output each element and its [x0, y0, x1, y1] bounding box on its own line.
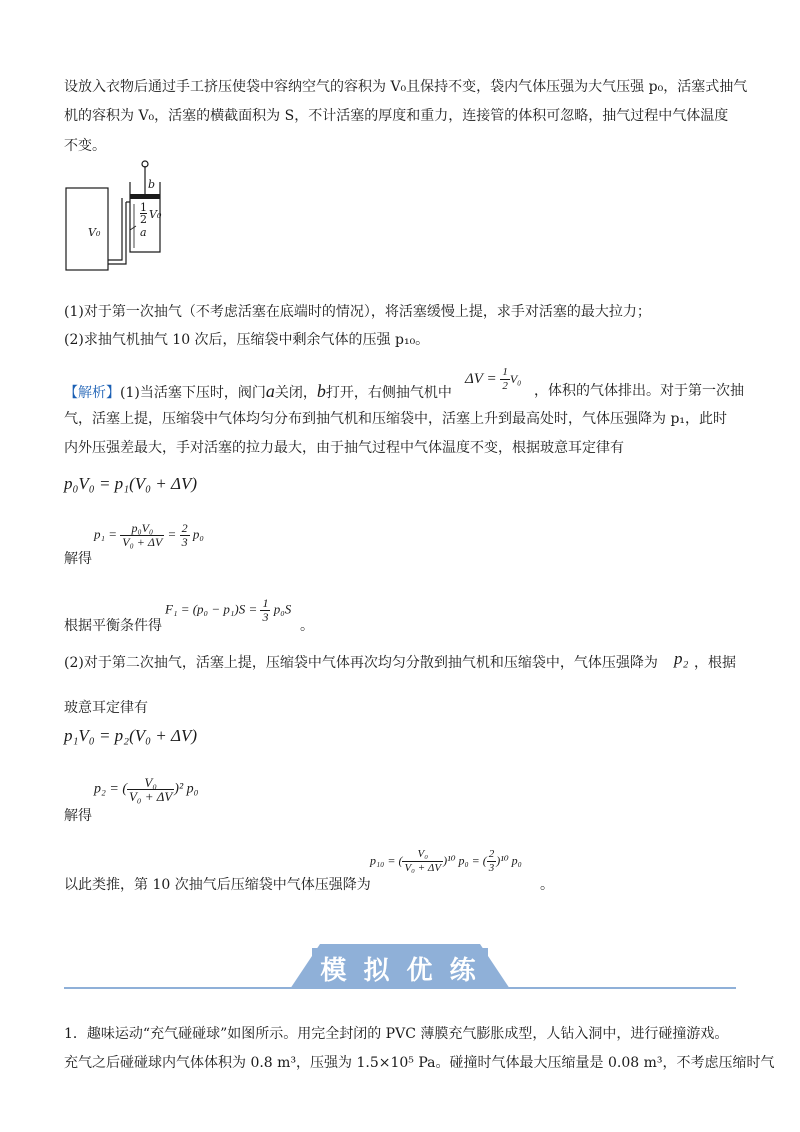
eq6-frac-num: 2 — [488, 848, 495, 860]
eq5-den: V₀ + ΔV — [128, 789, 173, 804]
delta-v-frac-den: 2 — [502, 380, 508, 392]
intro-line-3: 不变。 — [64, 138, 106, 154]
valve-a: a — [265, 381, 275, 401]
banner-title: 模 拟 优 练 — [320, 956, 480, 986]
eq2-mid: = — [167, 526, 177, 542]
question-2: (2)求抽气机抽气 10 次后，压缩袋中剩余气体的压强 p₁₀。 — [64, 332, 430, 348]
eq5-num: V₀ — [127, 776, 174, 790]
solution-line-1 — [64, 382, 452, 402]
solution-p1-end: ，体积的气体排出。对于第一次抽 — [534, 383, 744, 399]
solution-line-3: 内外压强差最大，手对活塞的拉力最大，由于抽气过程中气体温度不变，根据玻意耳定律有 — [64, 440, 624, 456]
equation-1: p₀V₀ = p₁(V₀ + ΔV) — [64, 474, 198, 493]
eq3-lhs: F₁ = (p₀ − p₁)S = — [165, 601, 258, 617]
eq6-period: 。 — [540, 877, 554, 893]
eq2-num: p₀V₀ — [120, 522, 164, 536]
equation-3 — [165, 597, 291, 624]
eq3-frac-num: 1 — [262, 596, 269, 610]
figure-half-num: 1 — [140, 201, 147, 214]
intro-line-1: 设放入衣物后通过手工挤压使袋中容纳空气的容积为 V₀且保持不变，袋内气体压强为大气压强 p₀，活塞式抽气 — [64, 79, 748, 95]
equation-5 — [94, 776, 199, 803]
solution-p1-mid1: 关闭， — [274, 385, 317, 401]
delta-v-frac-num: 1 — [502, 366, 508, 378]
solution-jiede-2: 解得 — [64, 808, 92, 824]
eq6-frac-den: 3 — [488, 862, 495, 874]
eq2-den: V₀ + ΔV — [122, 535, 163, 549]
solution-tag: 【解析】 — [64, 385, 120, 401]
figure-label-half — [140, 202, 147, 225]
solution-line-2: 气，活塞上提，压缩袋中气体均匀分布到抽气机和压缩袋中，活塞上升到最高处时，气体压强降为 p₁，此时 — [64, 411, 728, 427]
eq6-num: V₀ — [402, 848, 443, 862]
solution-jiede-1: 解得 — [64, 551, 92, 567]
eq6-mid: )¹⁰ p₀ = ( — [443, 853, 487, 868]
eq6-den: V₀ + ΔV — [404, 862, 442, 874]
delta-v-lhs: ΔV = — [465, 370, 497, 387]
equation-2 — [94, 522, 204, 549]
solution-analog: 以此类推，第 10 次抽气后压缩袋中气体压强降为 — [64, 877, 371, 893]
question-1: (1)对于第一次抽气（不考虑活塞在底端时的情况），将活塞缓慢上提，求手对活塞的最大拉力； — [64, 304, 651, 320]
valve-b: b — [316, 381, 326, 401]
problem1-line-2: 充气之后碰碰球内气体体积为 0.8 m³，压强为 1.5×10⁵ Pa。碰撞时气体最大压缩量是 0.08 m³，不考虑压缩时气 — [64, 1055, 775, 1071]
eq3-period: 。 — [300, 618, 314, 634]
figure-label-v0: V₀ — [88, 226, 101, 239]
delta-v-expression — [465, 366, 521, 393]
eq2-frac-den: 3 — [181, 535, 188, 549]
figure-label-b: b — [148, 178, 156, 191]
solution-p2-line-1: (2)对于第二次抽气，活塞上提，压缩袋中气体再次均匀分散到抽气机和压缩袋中，气体压强降为 — [64, 655, 658, 671]
eq2-frac-num: 2 — [181, 521, 188, 535]
eq6-end: )¹⁰ p₀ — [496, 853, 522, 868]
figure-half-v: V₀ — [149, 208, 162, 221]
solution-p2-p2: p₂ — [674, 649, 689, 668]
equation-6 — [370, 848, 522, 875]
solution-p1-start: (1)当活塞下压时，阀门 — [120, 385, 266, 401]
solution-p2-line-1-end: ，根据 — [694, 655, 736, 671]
delta-v-v0: V₀ — [509, 371, 522, 386]
eq5-lhs: p₂ = ( — [94, 781, 127, 797]
eq3-frac-den: 3 — [262, 610, 269, 624]
solution-p2-line-2: 玻意耳定律有 — [64, 700, 148, 716]
solution-balance: 根据平衡条件得 — [64, 618, 162, 634]
eq3-end: p₀S — [273, 601, 292, 617]
intro-line-2: 机的容积为 V₀，活塞的横截面积为 S，不计活塞的厚度和重力，连接管的体积可忽略，抽气过程中气体温度 — [64, 108, 729, 124]
figure-label-a: a — [140, 226, 147, 239]
eq2-lhs: p₁ = — [94, 526, 118, 542]
eq2-end: p₀ — [192, 526, 204, 542]
eq5-end: )² p₀ — [174, 781, 199, 797]
equation-4: p₁V₀ = p₂(V₀ + ΔV) — [64, 726, 198, 745]
solution-p1-mid2: 打开，右侧抽气机中 — [325, 385, 452, 401]
eq6-lhs: p₁₀ = ( — [370, 853, 403, 868]
figure-half-den: 2 — [140, 213, 147, 226]
problem1-line-1: 1．趣味运动“充气碰碰球”如图所示。用完全封闭的 PVC 薄膜充气膨胀成型，人钻入洞中，进行碰撞游戏。 — [64, 1026, 729, 1042]
